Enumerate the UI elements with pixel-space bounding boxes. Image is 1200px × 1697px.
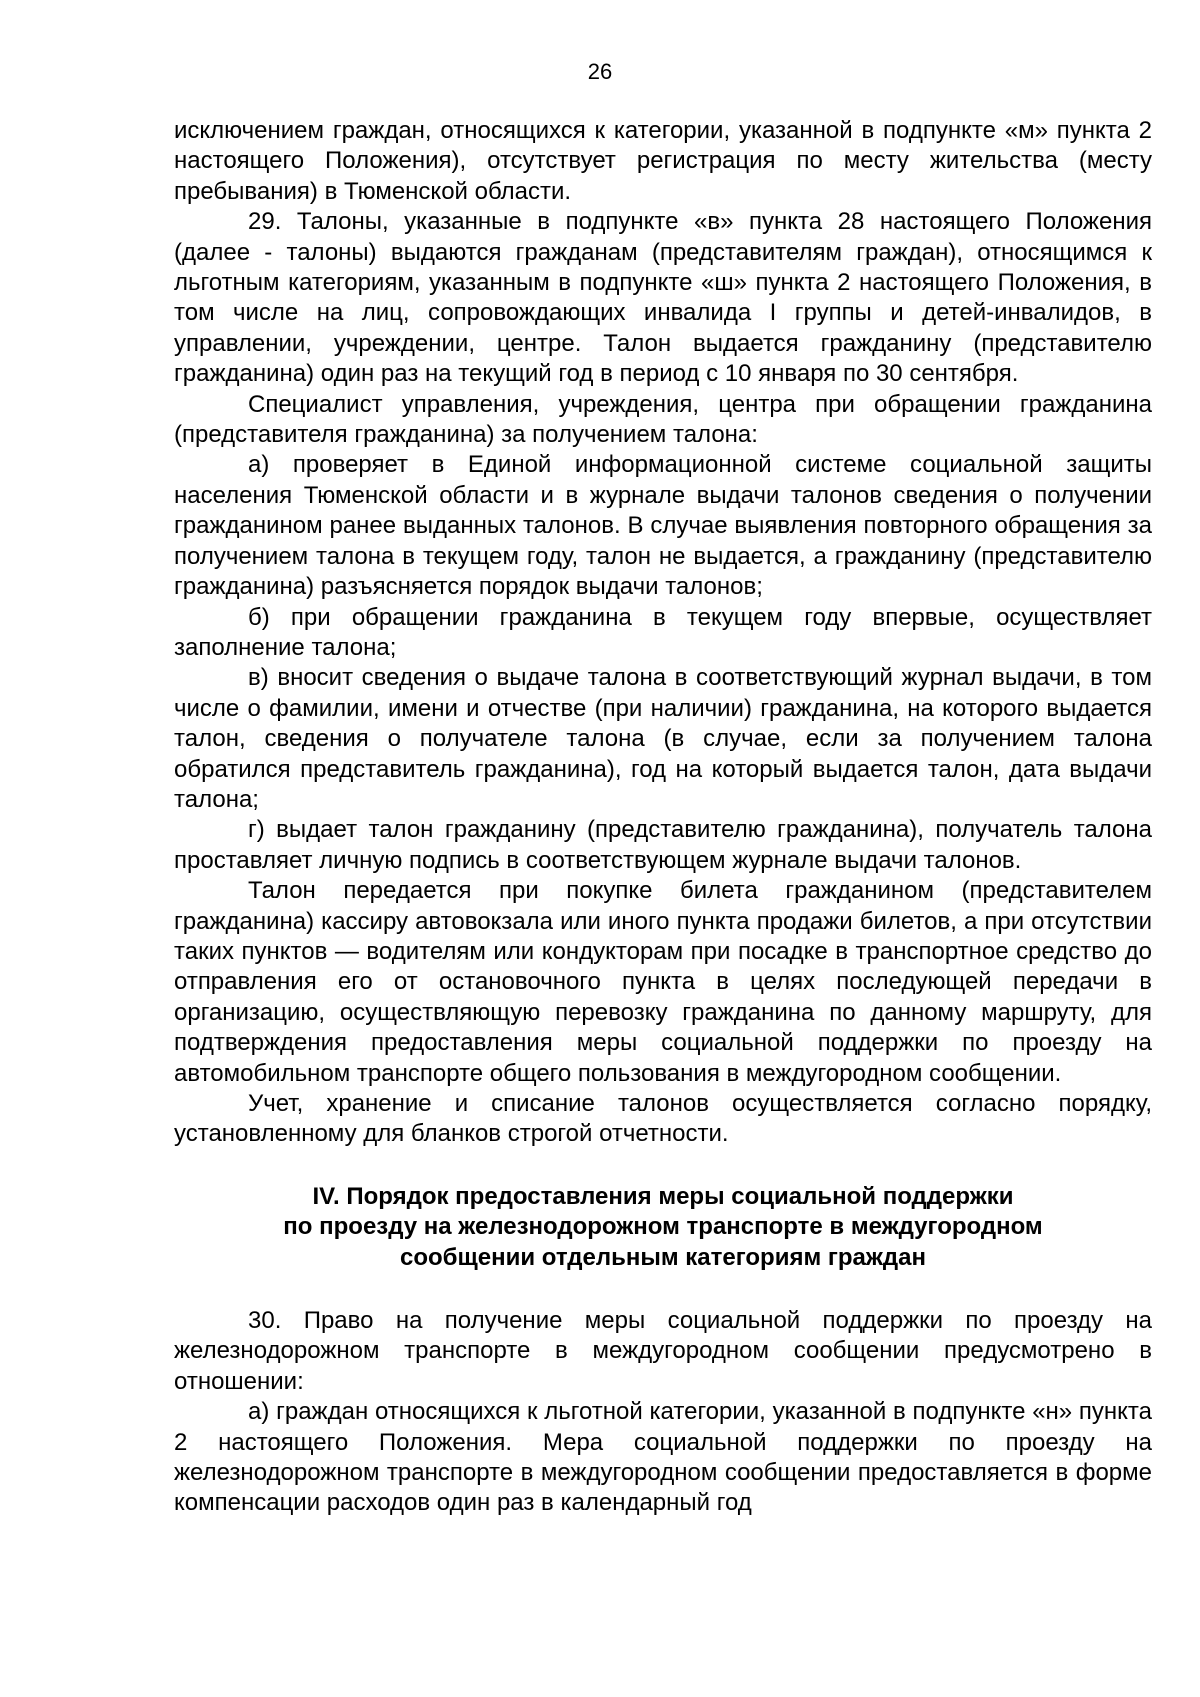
paragraph: а) проверяет в Единой информационной системе социальной защиты населения Тюменской области и в журнале выдачи талонов сведения о получении гражданином ранее выданных талонов. В случае выявления повторного обращения за получением талона в текущем году, талон не выдается, а гражданину (представителю гражданина) разъясняется порядок выдачи талонов; xyxy=(174,451,1152,601)
paragraph: Учет, хранение и списание талонов осуществляется согласно порядку, установленному для бланков строгой отчетности. xyxy=(174,1090,1152,1148)
paragraph: 29. Талоны, указанные в подпункте «в» пункта 28 настоящего Положения (далее - талоны) выдаются гражданам (представителям граждан), относящимся к льготным категориям, указанным в подпункте «ш» пункта 2 настоящего Положения, в том числе на лиц, сопровождающих инвалида I группы и детей-инвалидов, в управлении, учреждении, центре. Талон выдается гражданину (представителю гражданина) один раз на текущий год в период с 10 января по 30 сентября. xyxy=(174,208,1152,388)
paragraph: исключением граждан, относящихся к категории, указанной в подпункте «м» пункта 2 настоящего Положения), отсутствует регистрация по месту жительства (месту пребывания) в Тюменской области. xyxy=(174,117,1152,205)
document-body xyxy=(174,116,1152,1519)
paragraph: Специалист управления, учреждения, центра при обращении гражданина (представителя гражданина) за получением талона: xyxy=(174,390,1152,449)
page-number: 26 xyxy=(587,59,613,84)
section-heading-line: по проезду на железнодорожном транспорте в междугородном xyxy=(283,1213,1043,1241)
paragraph: в) вносит сведения о выдаче талона в соответствующий журнал выдачи, в том числе о фамилии, имени и отчестве (при наличии) гражданина, на которого выдается талон, сведения о получателе талона (в случае, если за получением талона обратился представитель гражданина), год на который выдается талон, дата выдачи талона; xyxy=(174,664,1152,813)
paragraph: а) граждан относящихся к льготной категории, указанной в подпункте «н» пункта 2 настоящего Положения. Мера социальной поддержки по проезду на железнодорожном транспорте в междугородном сообщении предоставляется в форме компенсации расходов один раз в календарный год xyxy=(174,1398,1152,1517)
paragraph: б) при обращении гражданина в текущем году впервые, осуществляет заполнение талона; xyxy=(174,603,1152,661)
paragraph: Талон передается при покупке билета гражданином (представителем гражданина) кассиру автовокзала или иного пункта продажи билетов, а при отсутствии таких пунктов — водителям или кондукторам при посадке в транспортное средство до отправления его от остановочного пункта в целях последующей передачи в организацию, осуществляющую перевозку гражданина по данному маршруту, для подтверждения предоставления меры социальной поддержки по проезду на автомобильном транспорте общего пользования в междугородном сообщении. xyxy=(174,877,1152,1087)
paragraph: г) выдает талон гражданину (представителю гражданина), получатель талона проставляет личную подпись в соответствующем журнале выдачи талонов. xyxy=(174,816,1152,874)
section-heading-line: IV. Порядок предоставления меры социальной поддержки xyxy=(312,1182,1014,1210)
paragraph: 30. Право на получение меры социальной поддержки по проезду на железнодорожном транспорте в междугородном сообщении предусмотрено в отношении: xyxy=(174,1307,1152,1395)
section-heading xyxy=(174,1182,1152,1273)
section-heading-line: сообщении отдельным категориям граждан xyxy=(400,1243,926,1271)
